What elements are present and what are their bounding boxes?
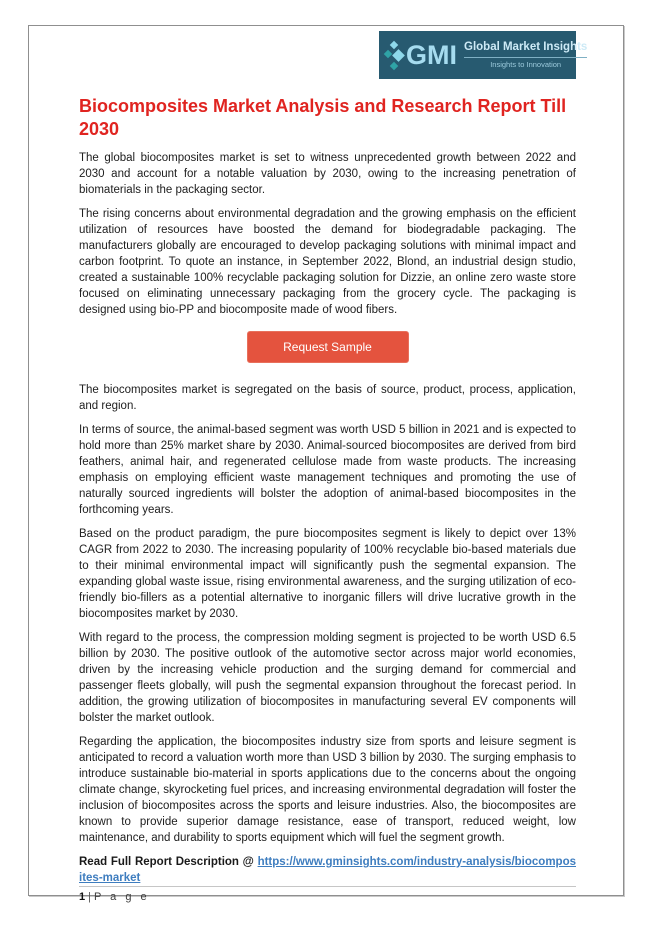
logo-text: [464, 41, 587, 69]
document-page: [28, 25, 624, 903]
page-label: P a g e: [93, 891, 150, 903]
analysis-section: [79, 373, 576, 854]
report-link[interactable]: https://www.gminsights.com/industry-analysis/biocomposites-market: [79, 856, 576, 884]
paragraph: With regard to the process, the compression molding segment is projected to be worth USD 6.5 billion by 2030. The positive outlook of the automotive sector across major world economies, driven by the increasing vehicle production and the surging demand for commercial and passenger fleets globally, will push the segmental expansion throughout the forecast period. In addition, the growing utilization of biocomposites in manufacturing several EV components will bolster the market outlook.: [79, 632, 576, 724]
diamond-icon: [390, 61, 398, 69]
diamond-icon: [384, 49, 392, 57]
page-content: [29, 26, 623, 886]
paragraph: The global biocomposites market is set to witness unprecedented growth between 2022 and 2030 and account for a notable valuation by 2030, owing to the increasing penetration of biomaterials in the packaging sector.: [79, 152, 576, 196]
gmi-diamond-icon: [385, 42, 403, 69]
page-number: 1: [79, 891, 86, 903]
diamond-icon: [392, 49, 405, 62]
logo-divider: [464, 57, 587, 58]
read-more-label: Read Full Report Description @: [79, 856, 254, 868]
gmi-logo: [379, 31, 588, 79]
request-sample-button[interactable]: Request Sample: [247, 331, 409, 363]
footer-separator: |: [88, 891, 91, 903]
paragraph: The rising concerns about environmental degradation and the growing emphasis on the efficient utilization of resources have boosted the demand for biodegradable packaging. The manufacturers globally are encouraged to develop packaging solutions with minimal impact and carbon footprint. To quote an instance, in September 2022, Blond, an industrial design studio, created a sustainable 100% recyclable packaging solution for Dizzie, an online zero waste store focused on eliminating unnecessary packaging from the grocery cycle. The packaging is designed using bio-PP and biocomposite made of wood fibers.: [79, 208, 576, 316]
page-title: Biocomposites Market Analysis and Research Report Till 2030: [79, 96, 567, 139]
paragraph: The biocomposites market is segregated on the basis of source, product, process, application, and region.: [79, 384, 576, 412]
intro-section: [79, 141, 576, 326]
diamond-icon: [390, 40, 398, 48]
button-row: [79, 331, 576, 363]
page-footer: [29, 886, 623, 925]
logo-tagline: Insights to Innovation: [490, 59, 562, 69]
page-number-line: [79, 887, 576, 925]
read-more-line: [79, 854, 576, 886]
logo-company-name: Global Market Insights: [464, 41, 588, 54]
logo-monogram: GMI: [406, 39, 457, 70]
paragraph: Based on the product paradigm, the pure biocomposites segment is likely to depict over 13% CAGR from 2022 to 2030. The increasing popularity of 100% recyclable bio-based materials due to their minimal environmental impact will significantly push the segmental expansion. The expanding global waste issue, rising environmental awareness, and the surging utilization of eco-friendly bio-fillers as a potential alternative to inorganic fillers will drive lucrative growth in the biocomposites market by 2030.: [79, 528, 576, 620]
paragraph: Regarding the application, the biocomposites industry size from sports and leisure segment is anticipated to record a valuation worth more than USD 3 billion by 2030. The surging emphasis to introduce sustainable bio-material in sports applications due to the concerns about the ongoing climate change, skyrocketing fuel prices, and increasing environmental degradation will foster the inclusion of biocomposites across the sports and leisure industries. Also, the biocomposites are known to provide superior damage resistance, ease of transport, reduced weight, low maintenance, and durability to sports equipment which will fuel the segment growth.: [79, 736, 576, 844]
paragraph: In terms of source, the animal-based segment was worth USD 5 billion in 2021 and is expected to hold more than 25% market share by 2030. Animal-sourced biocomposites are derived from bird feathers, animal hair, and regenerated cellulose made from waste products. The increasing emphasis on employing efficient waste management techniques and promoting the use of naturally sourced ingredients will bolster the adoption of animal-based biocomposites in the forthcoming years.: [79, 424, 576, 516]
header: [79, 31, 588, 79]
